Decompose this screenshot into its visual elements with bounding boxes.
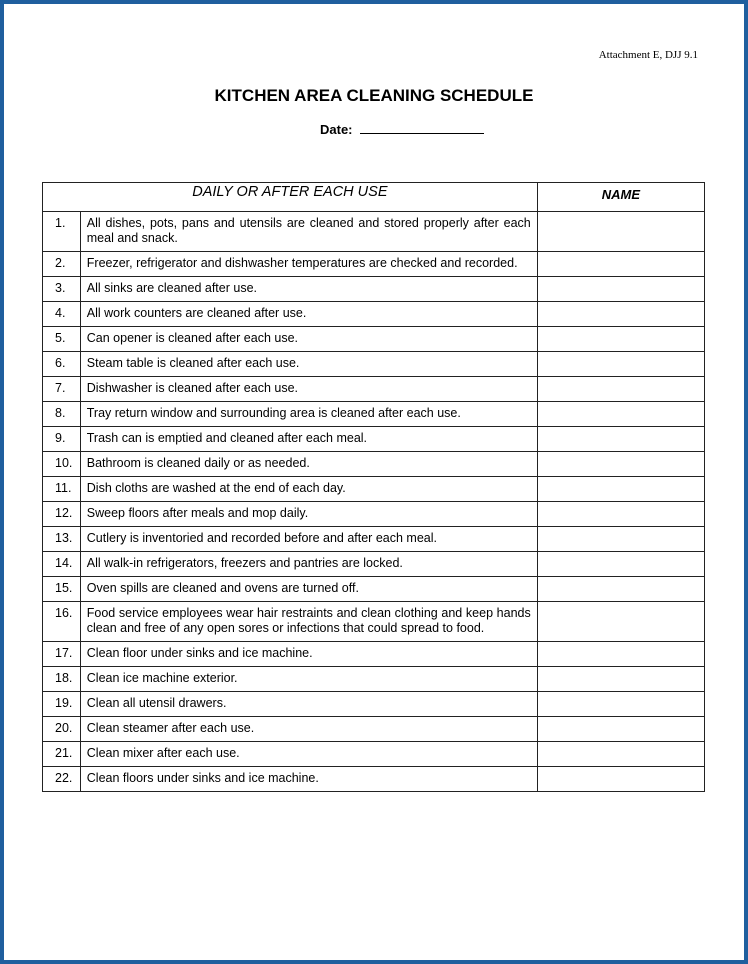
row-task: Sweep floors after meals and mop daily. <box>80 502 537 527</box>
table-row <box>43 767 705 792</box>
date-field <box>320 121 484 137</box>
row-name-cell[interactable] <box>537 577 704 602</box>
table-row <box>43 402 705 427</box>
row-name-cell[interactable] <box>537 742 704 767</box>
row-number: 11. <box>43 477 81 502</box>
table-row <box>43 212 705 252</box>
table-row <box>43 427 705 452</box>
row-name-cell[interactable] <box>537 377 704 402</box>
row-task: Oven spills are cleaned and ovens are turned off. <box>80 577 537 602</box>
row-number: 7. <box>43 377 81 402</box>
row-task: All walk-in refrigerators, freezers and pantries are locked. <box>80 552 537 577</box>
row-name-cell[interactable] <box>537 277 704 302</box>
table-row <box>43 252 705 277</box>
row-number: 10. <box>43 452 81 477</box>
table-row <box>43 277 705 302</box>
row-task: Freezer, refrigerator and dishwasher temperatures are checked and recorded. <box>80 252 537 277</box>
row-number: 1. <box>43 212 81 252</box>
row-task: Clean floors under sinks and ice machine. <box>80 767 537 792</box>
row-number: 13. <box>43 527 81 552</box>
row-number: 6. <box>43 352 81 377</box>
table-row <box>43 377 705 402</box>
row-task: Bathroom is cleaned daily or as needed. <box>80 452 537 477</box>
row-task: Clean floor under sinks and ice machine. <box>80 642 537 667</box>
row-number: 22. <box>43 767 81 792</box>
table-row <box>43 327 705 352</box>
row-name-cell[interactable] <box>537 252 704 277</box>
row-number: 9. <box>43 427 81 452</box>
row-task: Can opener is cleaned after each use. <box>80 327 537 352</box>
row-number: 15. <box>43 577 81 602</box>
row-number: 8. <box>43 402 81 427</box>
date-blank-line[interactable] <box>360 121 484 134</box>
table-row <box>43 552 705 577</box>
row-name-cell[interactable] <box>537 352 704 377</box>
row-name-cell[interactable] <box>537 717 704 742</box>
table-row <box>43 452 705 477</box>
row-name-cell[interactable] <box>537 527 704 552</box>
table-header-row <box>43 183 705 212</box>
table-row <box>43 352 705 377</box>
row-number: 2. <box>43 252 81 277</box>
row-name-cell[interactable] <box>537 477 704 502</box>
date-label: Date: <box>320 122 353 137</box>
attachment-label: Attachment E, DJJ 9.1 <box>598 49 698 61</box>
row-number: 19. <box>43 692 81 717</box>
row-name-cell[interactable] <box>537 767 704 792</box>
row-name-cell[interactable] <box>537 692 704 717</box>
row-name-cell[interactable] <box>537 552 704 577</box>
row-number: 4. <box>43 302 81 327</box>
table-row <box>43 692 705 717</box>
row-name-cell[interactable] <box>537 212 704 252</box>
row-task: Dish cloths are washed at the end of each day. <box>80 477 537 502</box>
row-task: All dishes, pots, pans and utensils are cleaned and stored properly after each meal and snack. <box>80 212 537 252</box>
row-task: Tray return window and surrounding area is cleaned after each use. <box>80 402 537 427</box>
table-row <box>43 717 705 742</box>
row-task: Clean all utensil drawers. <box>80 692 537 717</box>
row-task: All sinks are cleaned after use. <box>80 277 537 302</box>
row-number: 18. <box>43 667 81 692</box>
row-task: Trash can is emptied and cleaned after each meal. <box>80 427 537 452</box>
table-row <box>43 742 705 767</box>
row-name-cell[interactable] <box>537 642 704 667</box>
table-row <box>43 602 705 642</box>
row-number: 12. <box>43 502 81 527</box>
table-body <box>43 212 705 792</box>
table-row <box>43 302 705 327</box>
row-name-cell[interactable] <box>537 302 704 327</box>
table-row <box>43 477 705 502</box>
row-number: 17. <box>43 642 81 667</box>
row-number: 3. <box>43 277 81 302</box>
row-task: All work counters are cleaned after use. <box>80 302 537 327</box>
row-task: Steam table is cleaned after each use. <box>80 352 537 377</box>
row-name-cell[interactable] <box>537 602 704 642</box>
row-task: Food service employees wear hair restraints and clean clothing and keep hands clean and free of any open sores or infections that could spread to food. <box>80 602 537 642</box>
row-number: 14. <box>43 552 81 577</box>
row-name-cell[interactable] <box>537 502 704 527</box>
row-name-cell[interactable] <box>537 452 704 477</box>
row-name-cell[interactable] <box>537 667 704 692</box>
table-row <box>43 527 705 552</box>
row-task: Clean steamer after each use. <box>80 717 537 742</box>
column-header-task: DAILY OR AFTER EACH USE <box>43 183 538 212</box>
table-row <box>43 502 705 527</box>
row-task: Dishwasher is cleaned after each use. <box>80 377 537 402</box>
table-row <box>43 577 705 602</box>
page-title: KITCHEN AREA CLEANING SCHEDULE <box>214 86 534 105</box>
table-row <box>43 642 705 667</box>
row-name-cell[interactable] <box>537 327 704 352</box>
row-number: 16. <box>43 602 81 642</box>
cleaning-schedule-table <box>42 182 705 792</box>
row-name-cell[interactable] <box>537 427 704 452</box>
row-number: 20. <box>43 717 81 742</box>
row-number: 5. <box>43 327 81 352</box>
table-row <box>43 667 705 692</box>
row-number: 21. <box>43 742 81 767</box>
row-task: Clean ice machine exterior. <box>80 667 537 692</box>
row-task: Cutlery is inventoried and recorded before and after each meal. <box>80 527 537 552</box>
column-header-name: NAME <box>537 183 704 212</box>
row-task: Clean mixer after each use. <box>80 742 537 767</box>
row-name-cell[interactable] <box>537 402 704 427</box>
